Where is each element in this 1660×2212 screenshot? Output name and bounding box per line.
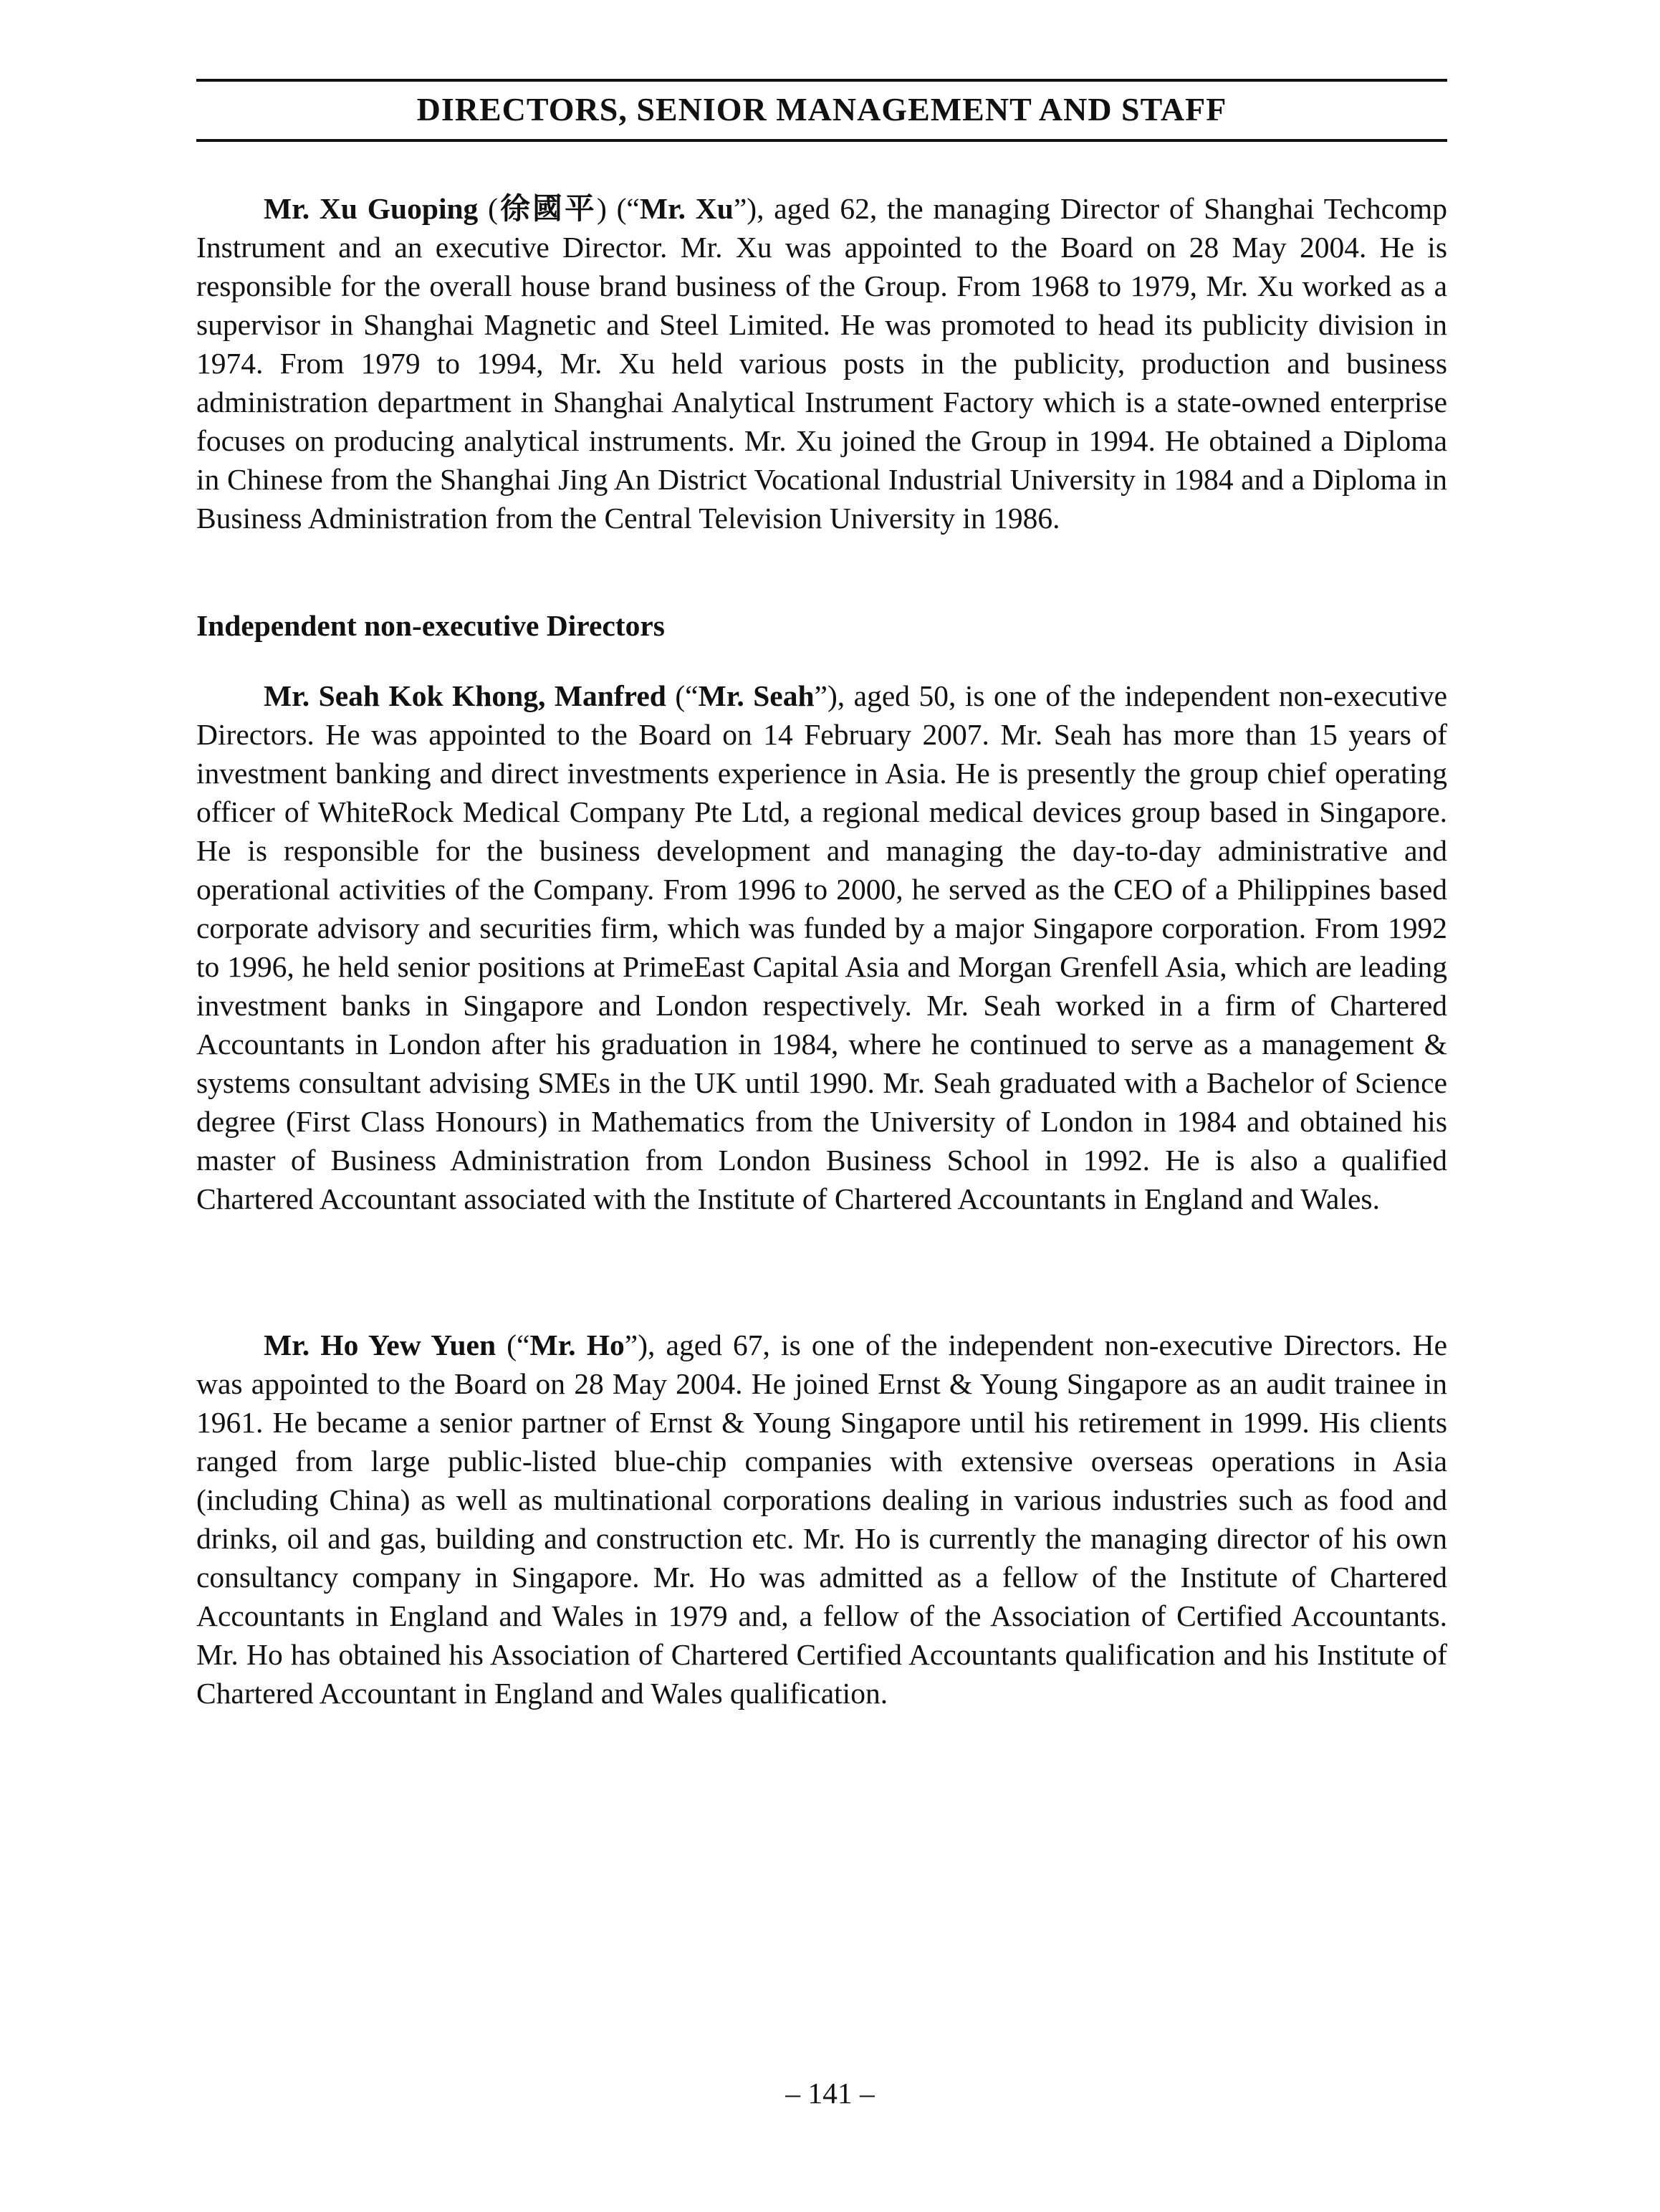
bio-name: Mr. Seah Kok Khong, Manfred bbox=[264, 679, 666, 712]
page-number: – 141 – bbox=[785, 2077, 875, 2110]
bio-short-name: Mr. Xu bbox=[639, 192, 734, 225]
bio-paragraph-xu: Mr. Xu Guoping (徐國平) (“Mr. Xu”), aged 62, the managing Director of Shanghai Techcomp Instrument and an executive Director. Mr. Xu was appointed to the Board on 28 May 2004. He is responsible for the overall house brand business of the Group. From 1968 to 1979, Mr. Xu worked as a supervisor in Shanghai Magnetic and Steel Limited. He was promoted to head its publicity division in 1974. From 1979 to 1994, Mr. Xu held various posts in the publicity, production and business administration department in Shanghai Analytical Instrument Factory which is a state-owned enterprise focuses on producing analytical instruments. Mr. Xu joined the Group in 1994. He obtained a Diploma in Chinese from the Shanghai Jing An District Vocational Industrial University in 1984 and a Diploma in Business Administration from the Central Television University in 1986. bbox=[196, 192, 1447, 535]
bio-text: aged 62, the managing Director of Shanghai Techcomp Instrument and an executive Director. Mr. Xu was appointed to the Board on 28 May 2004. He is responsible for the overall house brand business of the Group. From 1968 to 1979, Mr. Xu worked as a supervisor in Shanghai Magnetic and Steel Limited. He was promoted to head its publicity division in 1974. From 1979 to 1994, Mr. Xu held various posts in the publicity, production and business administration department in Shanghai Analytical Instrument Factory which is a state-owned enterprise focuses on producing analytical instruments. Mr. Xu joined the Group in 1994. He obtained a Diploma in Chinese from the Shanghai Jing An District Vocational Industrial University in 1984 and a Diploma in Business Administration from the Central Television University in 1986. bbox=[196, 192, 1447, 535]
section-heading: Independent non-executive Directors bbox=[196, 609, 665, 642]
bio-paragraph-ho: Mr. Ho Yew Yuen (“Mr. Ho”), aged 67, is one of the independent non-executive Directors. He was appointed to the Board on 28 May 2004. He joined Ernst & Young Singapore as an audit trainee in 1961. He became a senior partner of Ernst & Young Singapore until his retirement in 1999. His clients ranged from large public-listed blue-chip companies with extensive overseas operations in Asia (including China) as well as multinational corporations dealing in various industries such as food and drinks, oil and gas, building and construction etc. Mr. Ho is currently the managing director of his own consultancy company in Singapore. Mr. Ho was admitted as a fellow of the Institute of Chartered Accountants in England and Wales in 1979 and, a fellow of the Association of Certified Accountants. Mr. Ho has obtained his Association of Chartered Certified Accountants qualification and his Institute of Chartered Accountant in England and Wales qualification. bbox=[196, 1328, 1447, 1710]
page-header-title: DIRECTORS, SENIOR MANAGEMENT AND STAFF bbox=[416, 91, 1227, 128]
header-bottom-rule bbox=[196, 139, 1447, 142]
header-top-rule bbox=[196, 79, 1447, 82]
bio-name: Mr. Xu Guoping bbox=[264, 192, 479, 225]
bio-text: aged 50, is one of the independent non-executive Directors. He was appointed to the Board on 14 February 2007. Mr. Seah has more than 15 years of investment banking and direct investments experience in Asia. He is presently the group chief operating officer of WhiteRock Medical Company Pte Ltd, a regional medical devices group based in Singapore. He is responsible for the business development and managing the day-to-day administrative and operational activities of the Company. From 1996 to 2000, he served as the CEO of a Philippines based corporate advisory and securities firm, which was funded by a major Singapore corporation. From 1992 to 1996, he held senior positions at PrimeEast Capital Asia and Morgan Grenfell Asia, which are leading investment banks in Singapore and London respectively. Mr. Seah worked in a firm of Chartered Accountants in London after his graduation in 1984, where he continued to serve as a management & systems consultant advising SMEs in the UK until 1990. Mr. Seah graduated with a Bachelor of Science degree (First Class Honours) in Mathematics from the University of London in 1984 and obtained his master of Business Administration from London Business School in 1992. He is also a qualified Chartered Accountant associated with the Institute of Chartered Accountants in England and Wales. bbox=[196, 679, 1447, 1215]
bio-chinese-name: 徐國平 bbox=[497, 192, 597, 225]
bio-name: Mr. Ho Yew Yuen bbox=[264, 1328, 496, 1361]
bio-short-name: Mr. Ho bbox=[529, 1328, 625, 1361]
bio-short-name: Mr. Seah bbox=[698, 679, 815, 712]
bio-paragraph-seah: Mr. Seah Kok Khong, Manfred (“Mr. Seah”), aged 50, is one of the independent non-executive Directors. He was appointed to the Board on 14 February 2007. Mr. Seah has more than 15 years of investment banking and direct investments experience in Asia. He is presently the group chief operating officer of WhiteRock Medical Company Pte Ltd, a regional medical devices group based in Singapore. He is responsible for the business development and managing the day-to-day administrative and operational activities of the Company. From 1996 to 2000, he served as the CEO of a Philippines based corporate advisory and securities firm, which was funded by a major Singapore corporation. From 1992 to 1996, he held senior positions at PrimeEast Capital Asia and Morgan Grenfell Asia, which are leading investment banks in Singapore and London respectively. Mr. Seah worked in a firm of Chartered Accountants in London after his graduation in 1984, where he continued to serve as a management & systems consultant advising SMEs in the UK until 1990. Mr. Seah graduated with a Bachelor of Science degree (First Class Honours) in Mathematics from the University of London in 1984 and obtained his master of Business Administration from London Business School in 1992. He is also a qualified Chartered Accountant associated with the Institute of Chartered Accountants in England and Wales. bbox=[196, 679, 1447, 1215]
bio-text: aged 67, is one of the independent non-executive Directors. He was appointed to the Board on 28 May 2004. He joined Ernst & Young Singapore as an audit trainee in 1961. He became a senior partner of Ernst & Young Singapore until his retirement in 1999. His clients ranged from large public-listed blue-chip companies with extensive overseas operations in Asia (including China) as well as multinational corporations dealing in various industries such as food and drinks, oil and gas, building and construction etc. Mr. Ho is currently the managing director of his own consultancy company in Singapore. Mr. Ho was admitted as a fellow of the Institute of Chartered Accountants in England and Wales in 1979 and, a fellow of the Association of Certified Accountants. Mr. Ho has obtained his Association of Chartered Certified Accountants qualification and his Institute of Chartered Accountant in England and Wales qualification. bbox=[196, 1328, 1447, 1710]
